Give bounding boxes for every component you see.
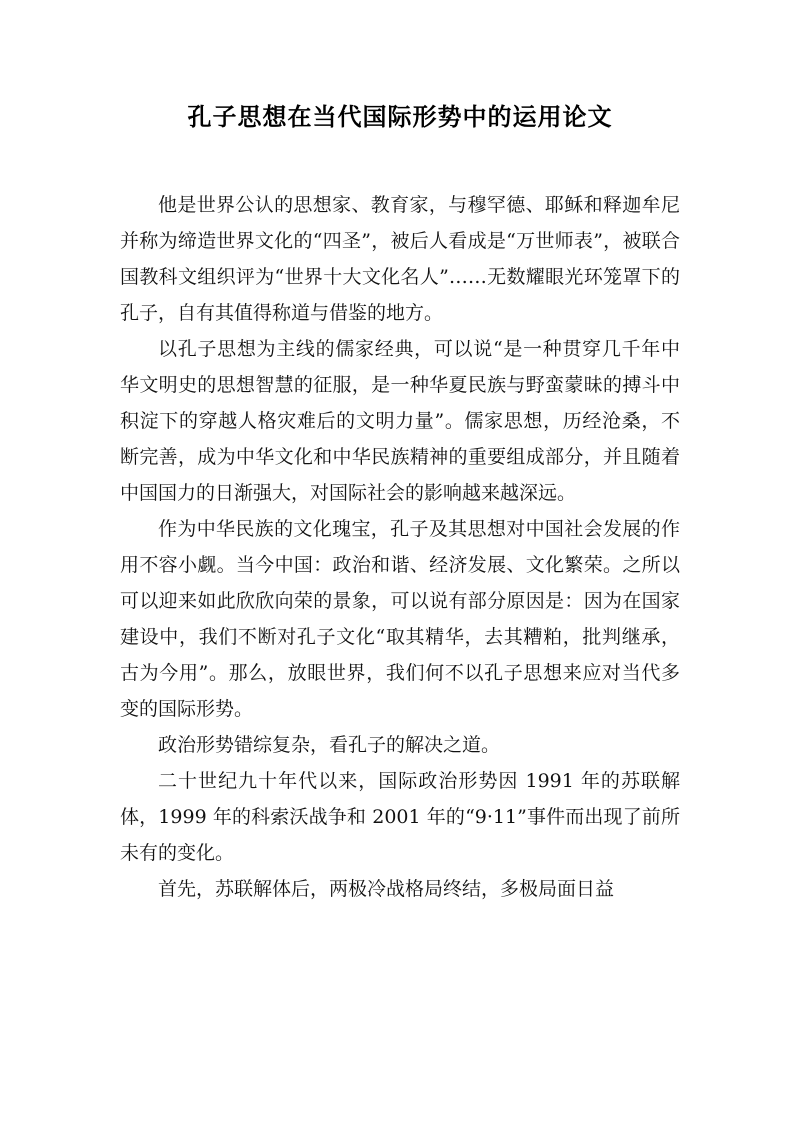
paragraph: 以孔子思想为主线的儒家经典，可以说“是一种贯穿几千年中华文明史的思想智慧的征服，是一种华夏民族与野蛮蒙昧的搏斗中积淀下的穿越人格灾难后的文明力量”。儒家思想，历经沧桑，不断完善，成为中华文化和中华民族精神的重要组成部分，并且随着中国国力的日渐强大，对国际社会的影响越来越深远。 [120, 338, 680, 504]
document-body [120, 187, 680, 907]
paragraph: 他是世界公认的思想家、教育家，与穆罕德、耶稣和释迦牟尼并称为缔造世界文化的“四圣”，被后人看成是“万世师表”，被联合国教科文组织评为“世界十大文化名人”……无数耀眼光环笼罩下的孔子，自有其值得称道与借鉴的地方。 [120, 194, 680, 324]
paragraph: 作为中华民族的文化瑰宝，孔子及其思想对中国社会发展的作用不容小觑。当今中国：政治和谐、经济发展、文化繁荣。之所以可以迎来如此欣欣向荣的景象，可以说有部分原因是：因为在国家建设中，我们不断对孔子文化“取其精华，去其糟粕，批判继承，古为今用”。那么，放眼世界，我们何不以孔子思想来应对当代多变的国际形势。 [120, 518, 680, 720]
paragraph: 二十世纪九十年代以来，国际政治形势因 1991 年的苏联解体，1999 年的科索沃战争和 2001 年的“9·11”事件而出现了前所未有的变化。 [120, 770, 680, 864]
paragraph: 政治形势错综复杂，看孔子的解决之道。 [158, 734, 501, 756]
document-title: 孔子思想在当代国际形势中的运用论文 [187, 103, 613, 131]
paragraph: 首先，苏联解体后，两极冷战格局终结，多极局面日益 [158, 878, 615, 900]
